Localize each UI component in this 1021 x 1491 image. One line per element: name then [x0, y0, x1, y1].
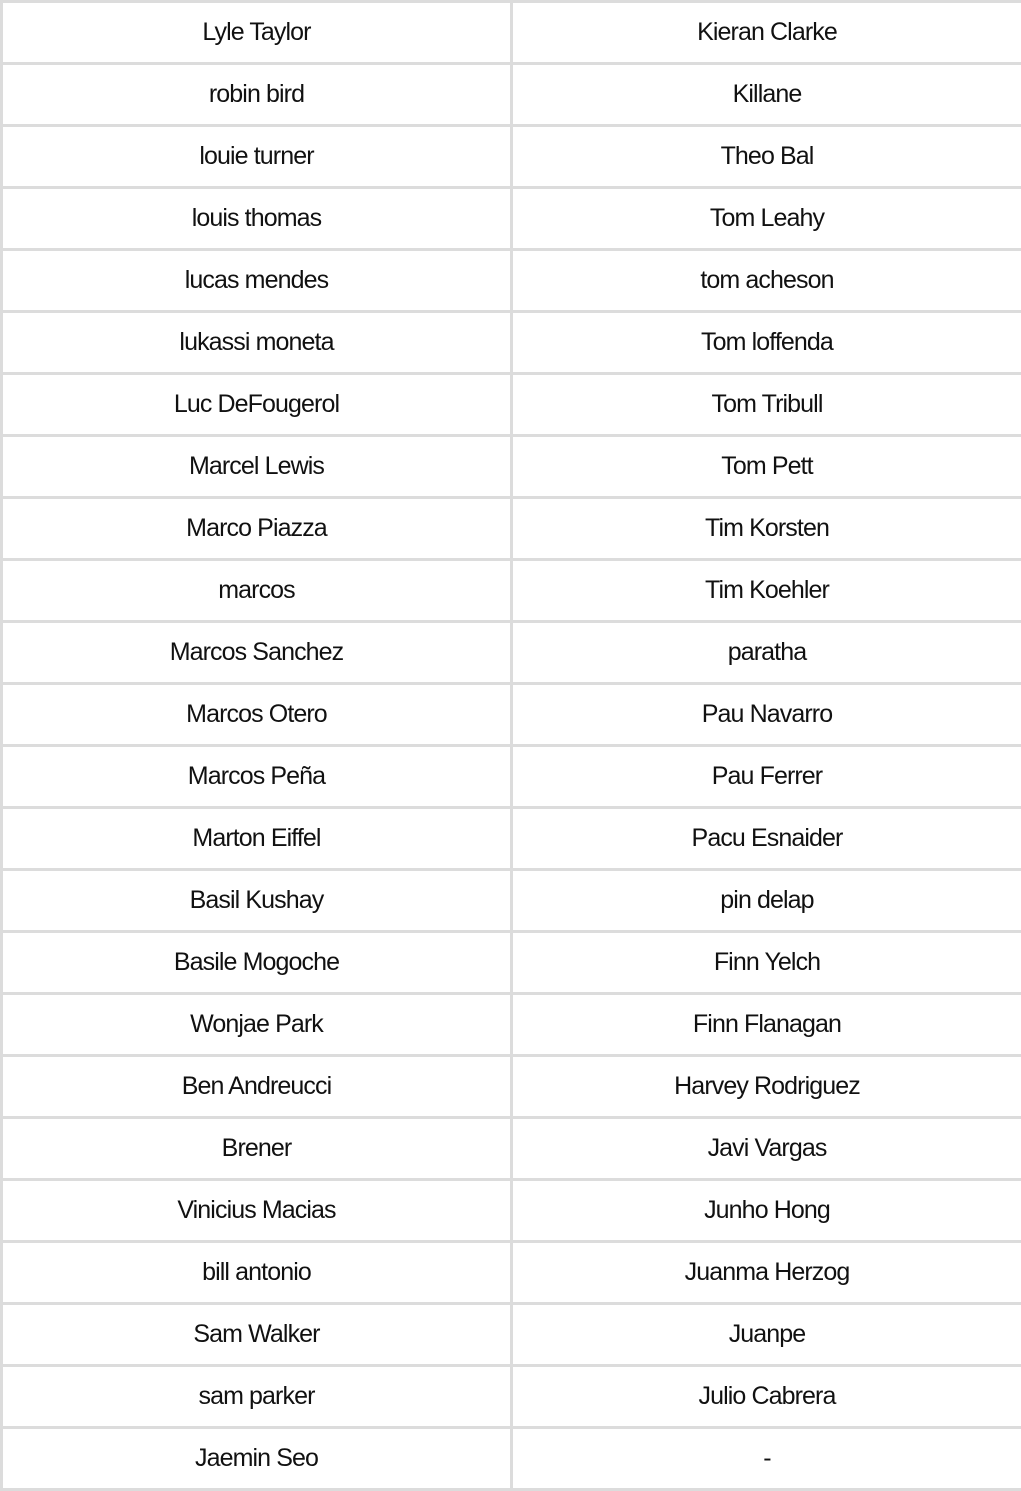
- name-cell-right: Kieran Clarke: [512, 2, 1021, 64]
- name-cell-right: Tom loffenda: [512, 312, 1021, 374]
- name-cell-right: Juanpe: [512, 1304, 1021, 1366]
- name-cell-right: paratha: [512, 622, 1021, 684]
- table-row: [2, 126, 1021, 188]
- table-row: [2, 622, 1021, 684]
- name-cell-left: Marco Piazza: [2, 498, 512, 560]
- name-cell-right: Julio Cabrera: [512, 1366, 1021, 1428]
- table-row: [2, 374, 1021, 436]
- table-row: [2, 1056, 1021, 1118]
- name-cell-left: Luc DeFougerol: [2, 374, 512, 436]
- name-cell-right: pin delap: [512, 870, 1021, 932]
- name-cell-left: marcos: [2, 560, 512, 622]
- table-row: [2, 436, 1021, 498]
- name-cell-left: louie turner: [2, 126, 512, 188]
- name-cell-right: Tom Pett: [512, 436, 1021, 498]
- name-cell-left: Marcos Sanchez: [2, 622, 512, 684]
- name-cell-left: Ben Andreucci: [2, 1056, 512, 1118]
- name-cell-left: Lyle Taylor: [2, 2, 512, 64]
- name-cell-left: Marcel Lewis: [2, 436, 512, 498]
- name-cell-right: Finn Yelch: [512, 932, 1021, 994]
- name-cell-left: Marcos Otero: [2, 684, 512, 746]
- name-cell-left: Marcos Peña: [2, 746, 512, 808]
- table-row: [2, 808, 1021, 870]
- name-cell-right: Javi Vargas: [512, 1118, 1021, 1180]
- name-cell-right: Tim Korsten: [512, 498, 1021, 560]
- name-cell-right: -: [512, 1428, 1021, 1490]
- table-row: [2, 684, 1021, 746]
- table-row: [2, 312, 1021, 374]
- table-row: [2, 932, 1021, 994]
- name-cell-right: Junho Hong: [512, 1180, 1021, 1242]
- name-cell-right: Pacu Esnaider: [512, 808, 1021, 870]
- name-cell-right: Pau Navarro: [512, 684, 1021, 746]
- table-row: [2, 2, 1021, 64]
- name-cell-right: Tom Tribull: [512, 374, 1021, 436]
- table-row: [2, 1304, 1021, 1366]
- name-cell-left: Basile Mogoche: [2, 932, 512, 994]
- name-cell-right: Tim Koehler: [512, 560, 1021, 622]
- name-cell-left: louis thomas: [2, 188, 512, 250]
- names-table-body: [2, 2, 1021, 1490]
- name-cell-left: Vinicius Macias: [2, 1180, 512, 1242]
- name-cell-right: Pau Ferrer: [512, 746, 1021, 808]
- name-cell-right: Killane: [512, 64, 1021, 126]
- table-row: [2, 994, 1021, 1056]
- name-cell-left: lucas mendes: [2, 250, 512, 312]
- name-cell-left: Marton Eiffel: [2, 808, 512, 870]
- table-row: [2, 1242, 1021, 1304]
- table-row: [2, 498, 1021, 560]
- table-row: [2, 746, 1021, 808]
- table-row: [2, 1180, 1021, 1242]
- name-cell-left: Jaemin Seo: [2, 1428, 512, 1490]
- table-row: [2, 870, 1021, 932]
- table-row: [2, 1118, 1021, 1180]
- name-cell-right: Theo Bal: [512, 126, 1021, 188]
- name-cell-right: tom acheson: [512, 250, 1021, 312]
- table-row: [2, 64, 1021, 126]
- name-cell-right: Juanma Herzog: [512, 1242, 1021, 1304]
- name-cell-left: Basil Kushay: [2, 870, 512, 932]
- table-row: [2, 560, 1021, 622]
- name-cell-left: robin bird: [2, 64, 512, 126]
- table-row: [2, 1366, 1021, 1428]
- name-cell-left: bill antonio: [2, 1242, 512, 1304]
- name-cell-left: Brener: [2, 1118, 512, 1180]
- name-cell-left: Wonjae Park: [2, 994, 512, 1056]
- name-cell-right: Finn Flanagan: [512, 994, 1021, 1056]
- name-cell-left: lukassi moneta: [2, 312, 512, 374]
- table-row: [2, 250, 1021, 312]
- table-row: [2, 1428, 1021, 1490]
- name-cell-left: Sam Walker: [2, 1304, 512, 1366]
- name-cell-right: Harvey Rodriguez: [512, 1056, 1021, 1118]
- name-cell-left: sam parker: [2, 1366, 512, 1428]
- table-row: [2, 188, 1021, 250]
- name-cell-right: Tom Leahy: [512, 188, 1021, 250]
